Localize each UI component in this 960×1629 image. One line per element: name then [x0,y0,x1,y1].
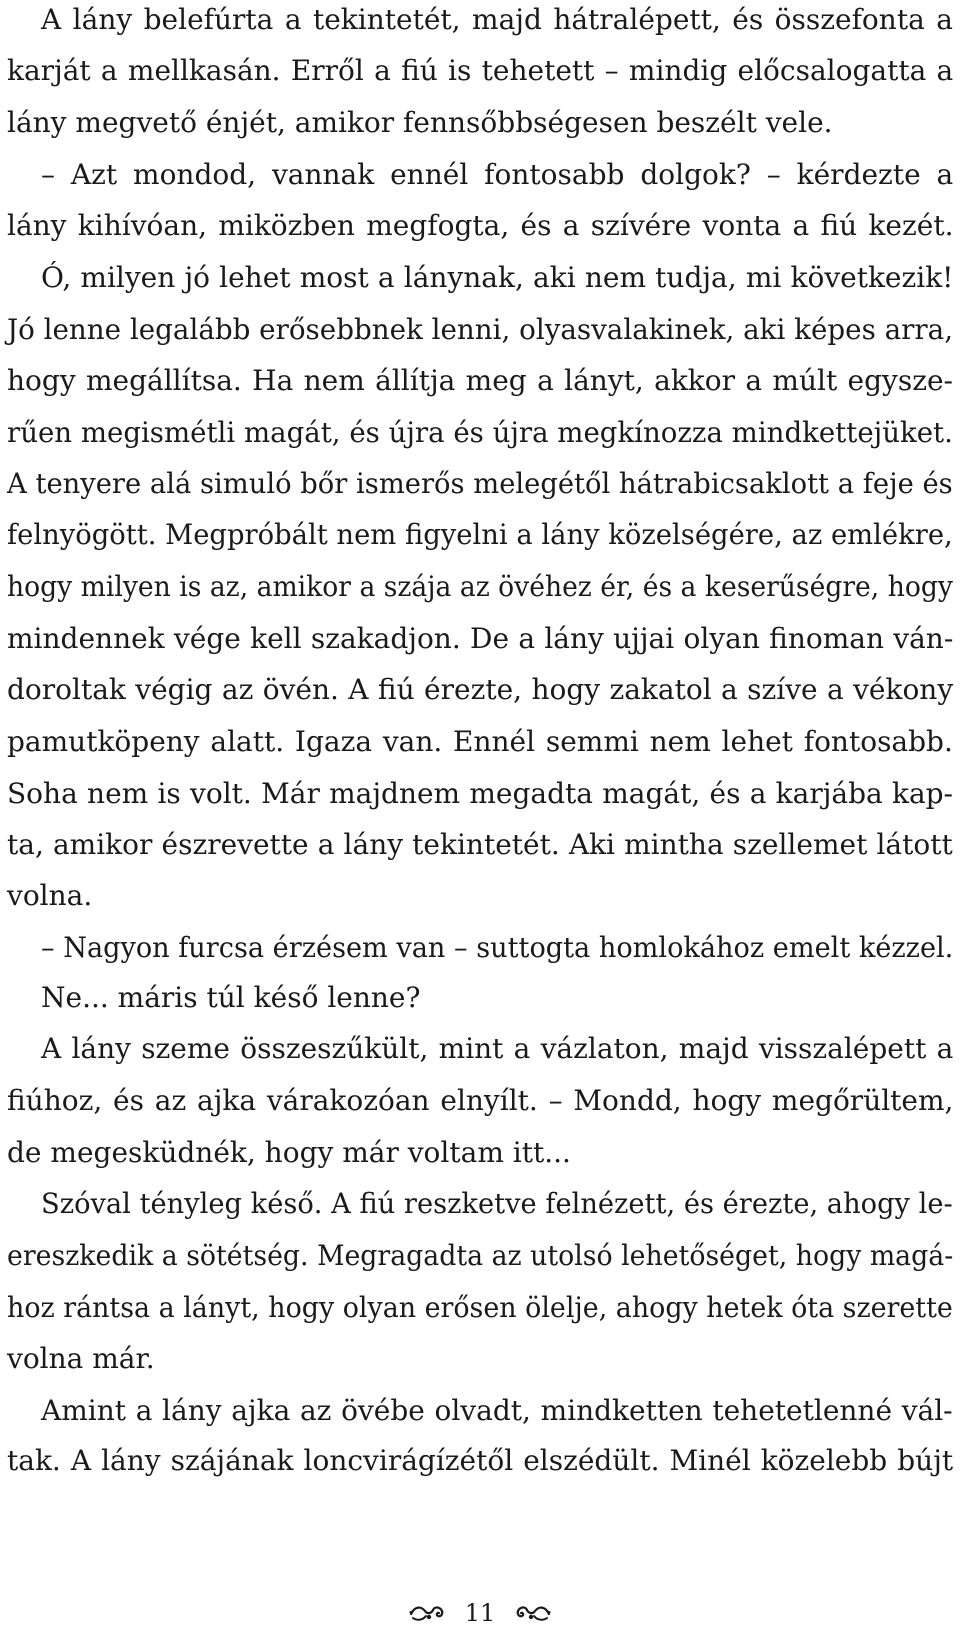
text-line: lány megvető énjét, amikor fennsőbbségesen beszélt vele. [7,106,833,139]
ornament-left-icon [407,1602,447,1624]
text-line: hogy megállítsa. Ha nem állítja meg a lányt, akkor a múlt egysze- [7,364,954,397]
text-line: volna már. [7,1342,155,1375]
text-line: Amint a lány ajka az övébe olvadt, mindketten tehetetlenné vál- [41,1394,953,1427]
text-line: hoz rántsa a lányt, hogy olyan erősen ölelje, ahogy hetek óta szerette [7,1291,953,1324]
page-footer [0,1598,960,1628]
text-line: de megesküdnék, hogy már voltam itt... [7,1136,571,1169]
text-line: doroltak végig az övén. A fiú érezte, hogy zakatol a szíve a vékony [7,673,954,706]
text-line: lány kihívóan, miközben megfogta, és a szívére vonta a fiú kezét. [7,209,954,242]
text-line: Ne... máris túl késő lenne? [41,981,421,1014]
text-line: Szóval tényleg késő. A fiú reszketve felnézett, és érezte, ahogy le- [41,1187,953,1220]
text-line: volna. [7,879,93,912]
text-line: mindennek vége kell szakadjon. De a lány ujjai olyan finoman ván- [7,622,954,655]
text-line: A lány belefúrta a tekintetét, majd hátralépett, és összefonta a [41,3,953,36]
text-line: fiúhoz, és az ajka várakozóan elnyílt. – Mondd, hogy megőrültem, [7,1084,954,1117]
text-line: hogy milyen is az, amikor a szája az övéhez ér, és a keserűségre, hogy [7,570,953,603]
text-line: ereszkedik a sötétség. Megragadta az utolsó lehetőséget, hogy magá- [7,1239,954,1272]
text-line: rűen megismétli magát, és újra és újra megkínozza mindkettejüket. [7,416,953,449]
text-line: – Nagyon furcsa érzésem van – suttogta homlokához emelt kézzel. [41,931,954,964]
text-line: pamutköpeny alatt. Igaza van. Ennél semmi nem lehet fontosabb. [7,725,953,758]
text-line: tak. A lány szájának loncvirágízétől elszédült. Minél közelebb bújt [7,1444,954,1477]
text-line: Jó lenne legalább erősebbnek lenni, olyasvalakinek, aki képes arra, [7,313,954,346]
text-line: felnyögött. Megpróbált nem figyelni a lány közelségére, az emlékre, [7,518,953,551]
page-number: 11 [464,1599,496,1627]
ornament-right-icon [513,1602,553,1624]
text-line: ta, amikor észrevette a lány tekintetét. Aki mintha szellemet látott [7,828,953,861]
text-line: A tenyere alá simuló bőr ismerős melegétől hátrabicsaklott a feje és [7,467,953,500]
text-line: – Azt mondod, vannak ennél fontosabb dolgok? – kérdezte a [41,158,954,191]
text-line: Ó, milyen jó lehet most a lánynak, aki nem tudja, mi következik! [41,261,954,294]
text-line: A lány szeme összeszűkült, mint a vázlaton, majd visszalépett a [41,1032,954,1065]
text-line: karját a mellkasán. Erről a fiú is tehetett – mindig előcsalogatta a [7,54,954,87]
text-line: Soha nem is volt. Már majdnem megadta magát, és a karjába kap- [7,777,954,810]
